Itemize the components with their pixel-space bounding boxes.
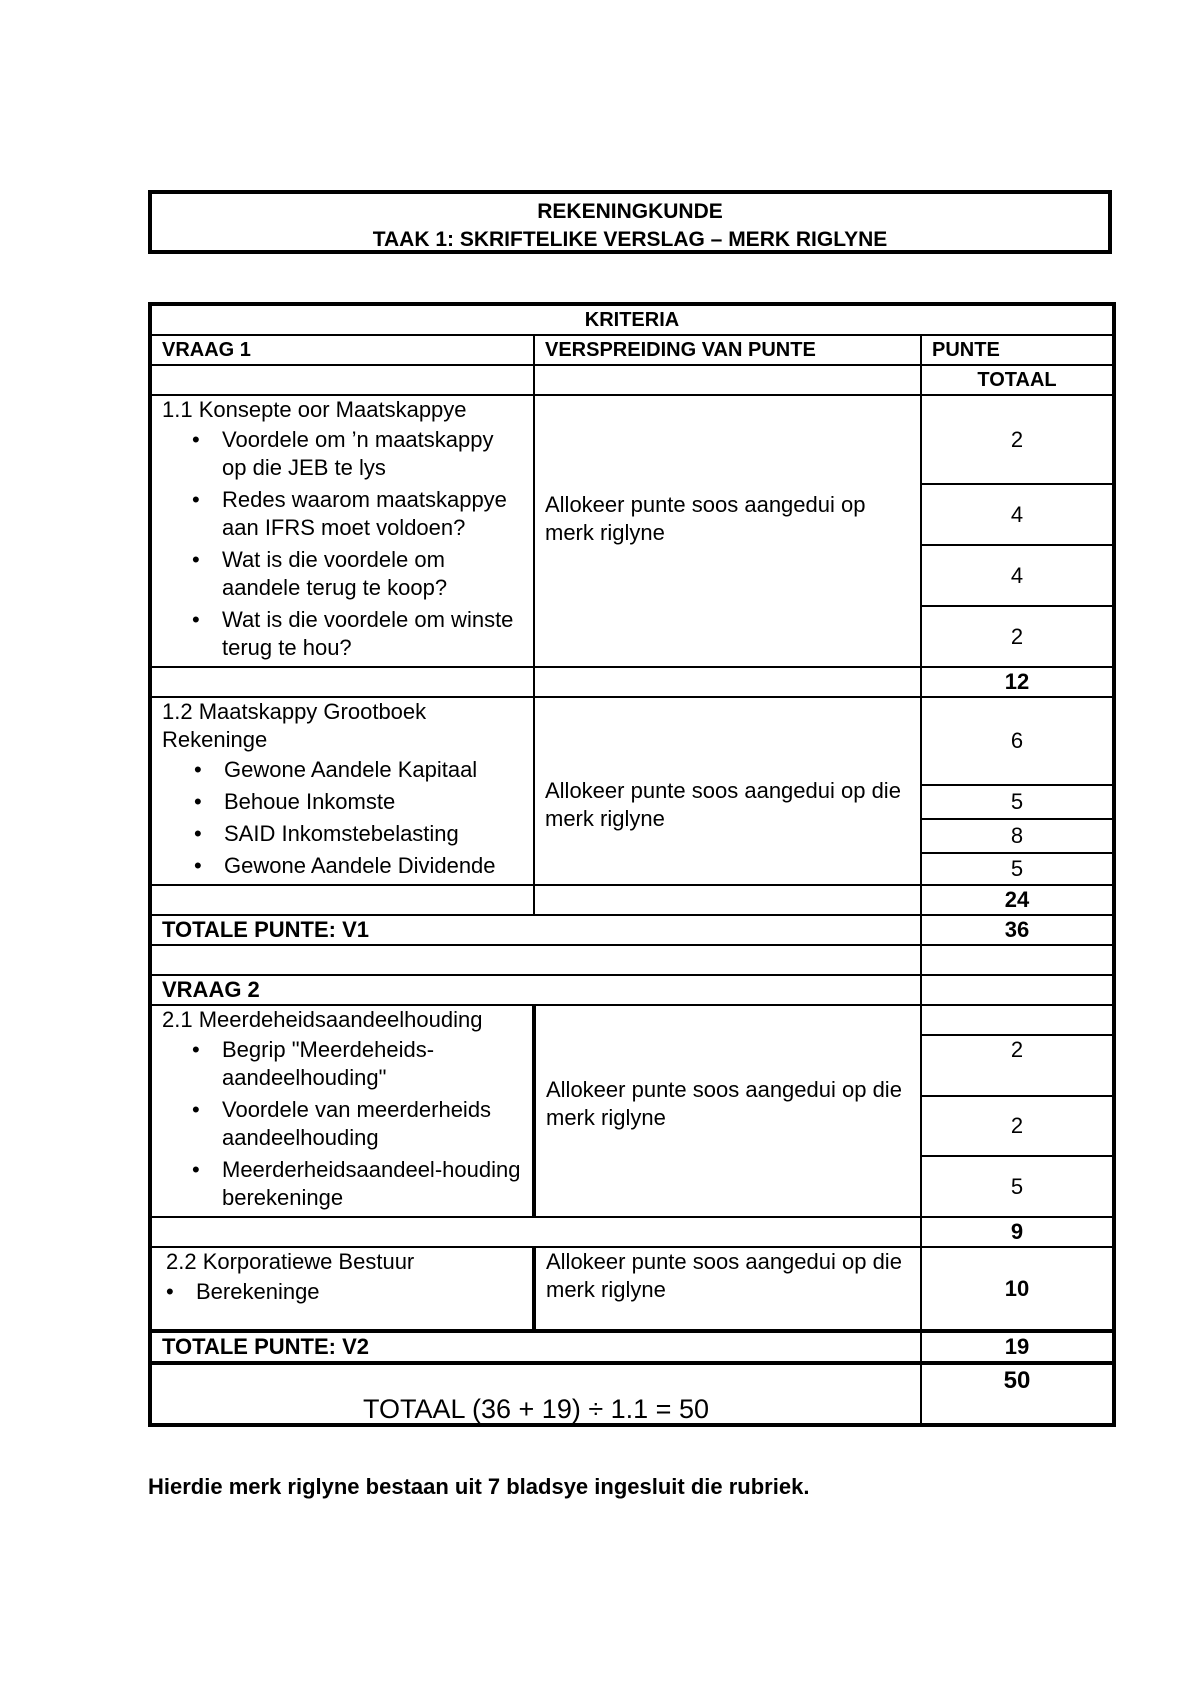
points-cell: 5 — [921, 853, 1114, 885]
question-1-2-heading: 1.2 Maatskappy Grootboek Rekeninge — [162, 699, 427, 752]
list-item: • Meerderheidsaandeel-houding berekeninge — [192, 1156, 522, 1212]
subject-title: REKENINGKUNDE — [537, 200, 723, 223]
points-cell: 2 — [921, 606, 1114, 667]
question-1-2-cell — [150, 697, 534, 885]
question-1-1-cell — [150, 395, 534, 667]
points-cell: 6 — [921, 697, 1114, 785]
total-q1-label: TOTALE PUNTE: V1 — [150, 915, 921, 945]
column-header-question: VRAAG 1 — [150, 335, 534, 365]
allocation-1-1: Allokeer punte soos aangedui op merk riglyne — [534, 395, 921, 667]
total-q1-value: 36 — [921, 915, 1114, 945]
subtotal-1-1: 12 — [921, 667, 1114, 697]
list-item: • Behoue Inkomste — [194, 788, 523, 816]
points-cell: 5 — [921, 785, 1114, 819]
footer-note: Hierdie merk riglyne bestaan uit 7 bladsye ingesluit die rubriek. — [148, 1474, 810, 1499]
list-item: • Wat is die voordele om aandele terug te koop? — [192, 546, 523, 602]
question-2-label: VRAAG 2 — [150, 975, 921, 1005]
subtotal-1-2: 24 — [921, 885, 1114, 915]
question-2-2-heading: 2.2 Korporatiewe Bestuur — [166, 1249, 415, 1274]
allocation-2-2: Allokeer punte soos aangedui op die merk riglyne — [534, 1247, 921, 1331]
allocation-2-1: Allokeer punte soos aangedui op die merk riglyne — [534, 1005, 921, 1217]
column-header-distribution: VERSPREIDING VAN PUNTE — [534, 335, 921, 365]
allocation-1-2: Allokeer punte soos aangedui op die merk riglyne — [534, 697, 921, 885]
list-item: • Redes waarom maatskappye aan IFRS moet voldoen? — [192, 486, 523, 542]
question-1-1-heading: 1.1 Konsepte oor Maatskappye — [162, 397, 467, 422]
grand-total-label: TOTAAL (36 + 19) ÷ 1.1 = 50 — [150, 1363, 921, 1425]
points-cell: 4 — [921, 545, 1114, 606]
question-2-2-cell — [150, 1247, 534, 1331]
question-2-1-cell — [150, 1005, 534, 1217]
points-cell: 4 — [921, 484, 1114, 545]
points-cell: 5 — [921, 1156, 1114, 1217]
points-cell: 2 — [921, 1035, 1114, 1096]
task-title: TAAK 1: SKRIFTELIKE VERSLAG – MERK RIGLYNE — [372, 228, 888, 251]
list-item: • Gewone Aandele Kapitaal — [194, 756, 523, 784]
subtotal-2-1: 9 — [921, 1217, 1114, 1247]
list-item: • Voordele om ’n maatskappy op die JEB te lys — [192, 426, 523, 482]
grand-total-value: 50 — [921, 1363, 1114, 1425]
list-item: • Berekeninge — [166, 1278, 522, 1306]
question-2-1-heading: 2.1 Meerdeheidsaandeelhouding — [162, 1007, 483, 1032]
column-header-total: TOTAAL — [921, 365, 1114, 395]
list-item: • Wat is die voordele om winste terug te hou? — [192, 606, 523, 662]
list-item: • Begrip "Meerdeheids-aandeelhouding" — [192, 1036, 522, 1092]
total-q2-label: TOTALE PUNTE: V2 — [150, 1331, 921, 1363]
list-item: • Gewone Aandele Dividende — [194, 852, 523, 880]
points-cell: 2 — [921, 1096, 1114, 1157]
total-q2-value: 19 — [921, 1331, 1114, 1363]
points-2-2: 10 — [921, 1247, 1114, 1331]
column-header-points: PUNTE — [921, 335, 1114, 365]
points-cell: 2 — [921, 395, 1114, 484]
list-item: • SAID Inkomstebelasting — [194, 820, 523, 848]
table-title: KRITERIA — [150, 304, 1114, 335]
list-item: • Voordele van meerderheids aandeelhouding — [192, 1096, 522, 1152]
document-header — [148, 190, 1112, 254]
criteria-table — [148, 302, 1116, 1427]
points-cell: 8 — [921, 819, 1114, 853]
